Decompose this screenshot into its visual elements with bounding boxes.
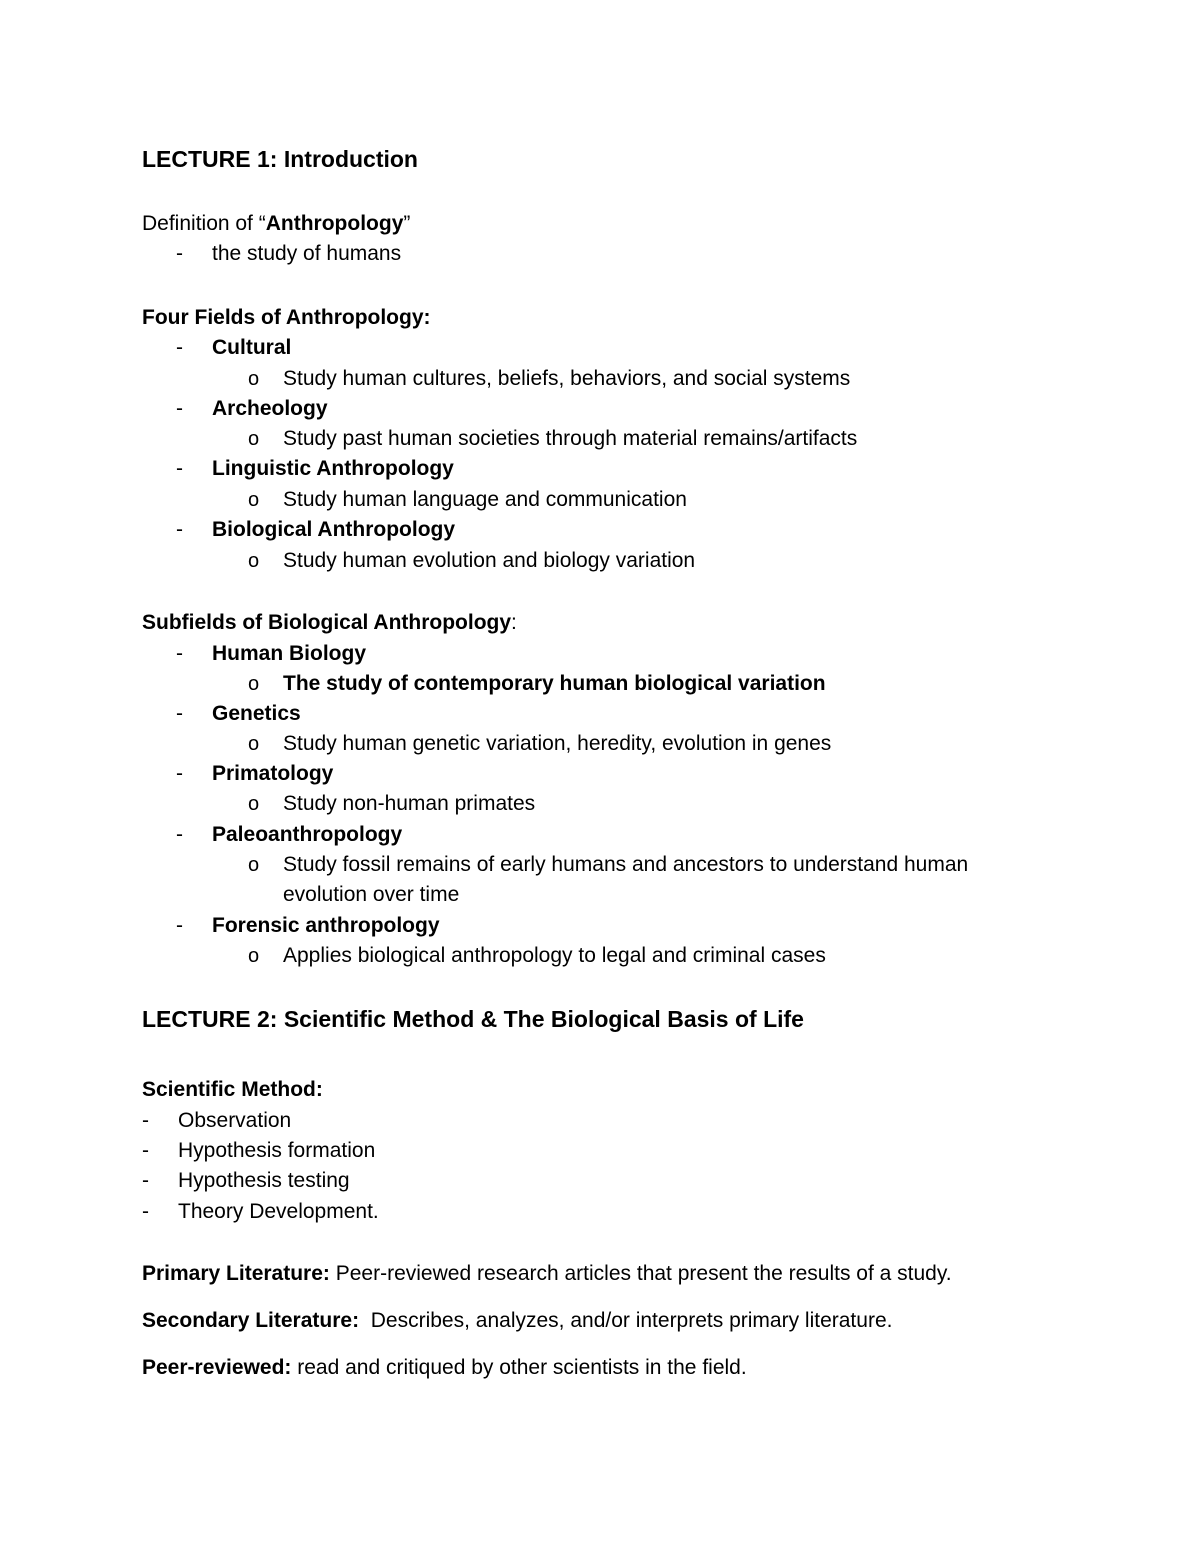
dash-marker: - [142,1139,149,1162]
bullet-marker: o [248,854,260,876]
subfield-desc-continued: evolution over time [283,883,460,906]
dash-marker: - [176,762,183,785]
bullet-marker: o [248,368,260,390]
dash-marker: - [176,518,183,541]
dash-marker: - [142,1200,149,1223]
field-name: Archeology [212,397,328,420]
field-name: Linguistic Anthropology [212,457,454,480]
subfield-desc: Applies biological anthropology to legal and criminal cases [283,944,826,967]
dash-marker: - [176,457,183,480]
dash-marker: - [176,642,183,665]
lecture-1-title: LECTURE 1: Introduction [142,146,418,172]
definition-peer-reviewed: Peer-reviewed: read and critiqued by other scientists in the field. [142,1356,747,1379]
definition-secondary-literature: Secondary Literature: Describes, analyzes, and/or interprets primary literature. [142,1309,893,1332]
method-step: Hypothesis formation [178,1139,376,1162]
definition-item: the study of humans [212,242,402,265]
bullet-marker: o [248,945,260,967]
dash-marker: - [176,914,183,937]
four-fields-heading: Four Fields of Anthropology: [142,306,431,329]
subfield-name: Human Biology [212,642,367,665]
lecture-2-title: LECTURE 2: Scientific Method & The Biological Basis of Life [142,1006,804,1032]
subfields-heading: Subfields of Biological Anthropology: [142,611,517,634]
dash-marker: - [176,242,183,265]
dash-marker: - [176,336,183,359]
subfield-desc: Study human genetic variation, heredity, evolution in genes [283,732,832,755]
method-step: Hypothesis testing [178,1169,350,1192]
subfield-desc: Study fossil remains of early humans and ancestors to understand human [283,853,969,876]
dash-marker: - [142,1109,149,1132]
bullet-marker: o [248,793,260,815]
field-name: Cultural [212,336,292,359]
bullet-marker: o [248,550,260,572]
field-desc: Study past human societies through material remains/artifacts [283,427,858,450]
subfield-name: Forensic anthropology [212,914,440,937]
bullet-marker: o [248,673,260,695]
definition-line: Definition of “Anthropology” [142,212,411,235]
method-heading: Scientific Method: [142,1078,323,1101]
bullet-marker: o [248,489,260,511]
field-name: Biological Anthropology [212,518,456,541]
subfield-desc: Study non-human primates [283,792,536,815]
field-desc: Study human cultures, beliefs, behaviors, and social systems [283,367,851,390]
field-desc: Study human language and communication [283,488,687,511]
dash-marker: - [176,823,183,846]
dash-marker: - [176,702,183,725]
subfield-name: Genetics [212,702,301,725]
method-step: Theory Development. [178,1200,379,1223]
subfield-desc: The study of contemporary human biological variation [283,672,826,695]
field-desc: Study human evolution and biology variation [283,549,696,572]
method-step: Observation [178,1109,292,1132]
dash-marker: - [142,1169,149,1192]
dash-marker: - [176,397,183,420]
subfield-name: Primatology [212,762,334,785]
definition-primary-literature: Primary Literature: Peer-reviewed research articles that present the results of a study. [142,1262,952,1285]
bullet-marker: o [248,733,260,755]
subfield-name: Paleoanthropology [212,823,403,846]
bullet-marker: o [248,428,260,450]
